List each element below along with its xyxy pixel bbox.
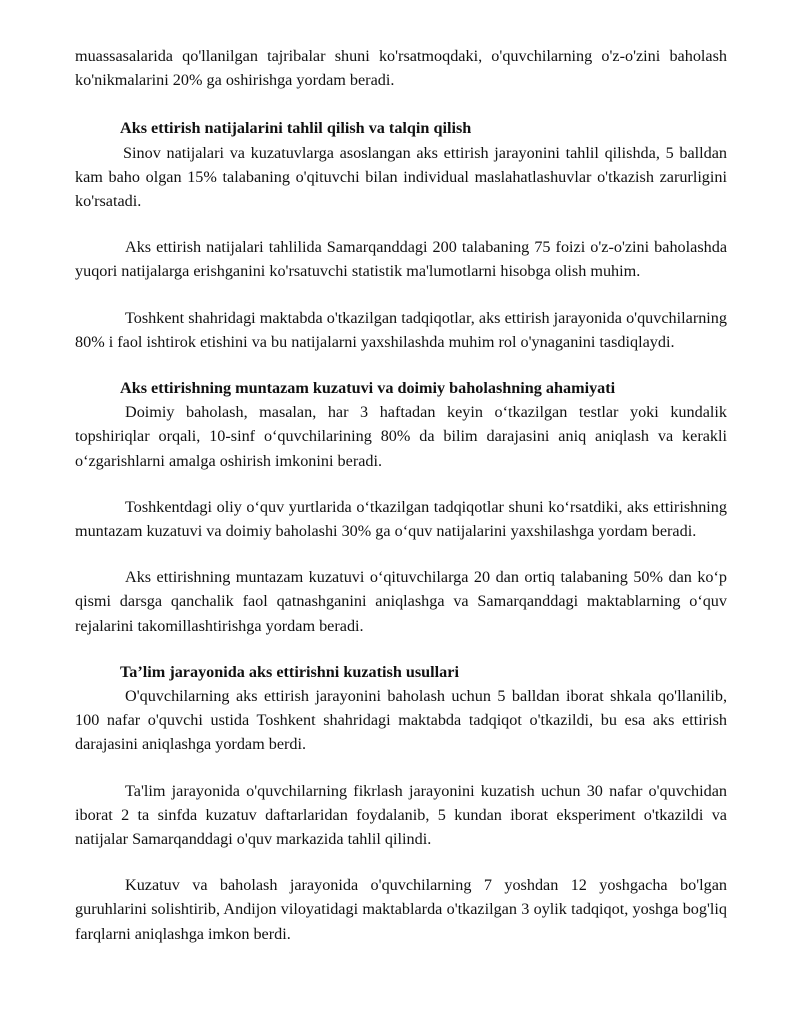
paragraph: Ta'lim jarayonida o'quvchilarning fikrlash jarayonini kuzatish uchun 30 nafar o'quvchidan iborat 2 ta sinfda kuzatuv daftarlaridan foydalanib, 5 kundan iborat eksperiment o'tkazildi va natijalar Samarqanddagi o'quv markazida tahlil qilindi. [75, 781, 727, 849]
paragraph: Toshkentdagi oliy o‘quv yurtlarida o‘tkazilgan tadqiqotlar shuni ko‘rsatdiki, aks ettirishning muntazam kuzatuvi va doimiy baholashi 30% ga o‘quv natijalarini yaxshilashga yordam beradi. [75, 497, 727, 541]
paragraph: muassasalarida qo'llanilgan tajribalar shuni ko'rsatmoqdaki, o'quvchilarning o'z-o'zini baholash ko'nikmalarini 20% ga oshirishga yordam beradi. [75, 47, 727, 90]
paragraph: Aks ettirishning muntazam kuzatuvi o‘qituvchilarga 20 dan ortiq talabaning 50% dan ko‘p qismi darsga qanchalik faol qatnashganini aniqlashga va Samarqanddagi maktablarning o‘quv rejalarini takomillashtirishga yordam beradi. [75, 568, 727, 635]
paragraph: Doimiy baholash, masalan, har 3 haftadan keyin o‘tkazilgan testlar yoki kundalik topshiriqlar orqali, 10-sinf o‘quvchilarining 80% da bilim darajasini aniq aniqlash va kerakli o‘zgarishlarni amalga oshirish imkonini beradi. [75, 403, 727, 470]
paragraph: Toshkent shahridagi maktabda o'tkazilgan tadqiqotlar, aks ettirish jarayonida o'quvchilarning 80% i faol ishtirok etishini va bu natijalarni yaxshilashda muhim rol o'ynaganini tasdiqlaydi. [75, 308, 727, 351]
section-heading: Aks ettirish natijalarini tahlil qilish va talqin qilish [120, 119, 472, 138]
paragraph: O'quvchilarning aks ettirish jarayonini baholash uchun 5 balldan iborat shkala qo'llanilib, 100 nafar o'quvchi ustida Toshkent shahridagi maktabda tadqiqot o'tkazildi, bu esa aks ettirish darajasini aniqlashga yordam berdi. [75, 687, 727, 754]
paragraph: Sinov natijalari va kuzatuvlarga asoslangan aks ettirish jarayonini tahlil qilishda, 5 balldan kam baho olgan 15% talabaning o'qituvchi bilan individual maslahatlashuvlar o'tkazish zarurligini ko'rsatadi. [75, 143, 727, 211]
section-heading: Aks ettirishning muntazam kuzatuvi va doimiy baholashning ahamiyati [120, 379, 616, 398]
document-page [75, 44, 727, 946]
paragraph: Kuzatuv va baholash jarayonida o'quvchilarning 7 yoshdan 12 yoshgacha bo'lgan guruhlarini solishtirib, Andijon viloyatidagi maktablarda o'tkazilgan 3 oylik tadqiqot, yoshga bog'liq farqlarni aniqlashga imkon berdi. [75, 876, 727, 943]
paragraph: Aks ettirish natijalari tahlilida Samarqanddagi 200 talabaning 75 foizi o'z-o'zini baholashda yuqori natijalarga erishganini ko'rsatuvchi statistik ma'lumotlarni hisobga olish muhim. [75, 238, 727, 281]
section-heading: Ta’lim jarayonida aks ettirishni kuzatish usullari [120, 662, 459, 681]
